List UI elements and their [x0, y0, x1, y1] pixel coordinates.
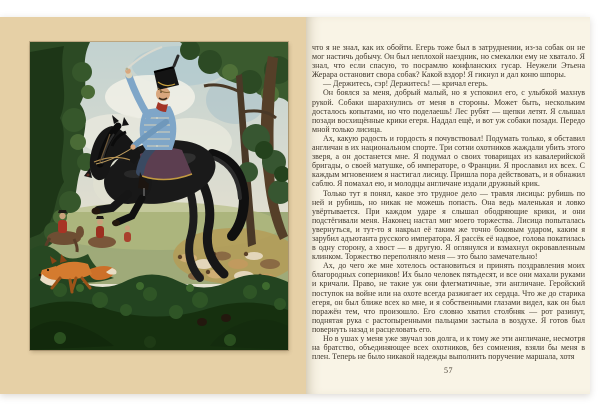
page-number: 57 — [444, 366, 453, 375]
hussar-fox-hunt-illustration — [30, 42, 288, 350]
book-spread — [0, 17, 590, 394]
right-page — [306, 17, 590, 394]
body-paragraph: Ах, до чего же мне хотелось остановиться и принять поздравления моих благородных соперников! Их было человек пятьдесят, и все они махали руками и кричали. Право, не такие уж они флегматичные, эти англичане. Геройский поступок на войне или на охоте всегда разжигает их сердца. Что же до старика егеря, он был ближе всех ко мне, и я собственными глазами видел, как он был поражён тем, что произошло. Его словно хватил столбняк — рот разинут, поднятая рука с растопыренными пальцами застыла в воздухе. Я готов был повернуть назад и расцеловать его. — [312, 261, 585, 334]
body-paragraph: Но в ушах у меня уже звучал зов долга, и к тому же эти англичане, несмотря на братство, объединяющее всех охотников, без сомнения, взяли бы меня в плен. Теперь не было никакой надежды выполнить поручение маршала, хотя — [312, 334, 585, 362]
left-page — [0, 17, 306, 394]
body-paragraph: Он боялся за меня, добрый малый, но я успокоил его, с улыбкой махнув рукой. Собаки шарахнулись от меня в стороны. Может быть, нескольким досталось копытами, но что поделаешь! Лес рубят — щепки летят. Я слышал позади восхищённые крики егеря. Наддал ещё, и вот уж собаки позади. Передо мной только лисица. — [312, 88, 585, 134]
dialogue-line: — Держитесь, сэр! Держитесь! — кричал егерь. — [323, 79, 488, 89]
body-text — [312, 43, 585, 361]
body-paragraph: Только тут я понял, какое это трудное дело — травля лисицы: рубишь по ней и рубишь, но никак не можешь попасть. Она ведь маленькая и ловко увёртывается. При каждом ударе я слышал ободряющие крики, и они подстёгивали меня. Наконец настал миг моего торжества. Лисица попыталась увернуться, и тут-то я накрыл её таким же точно боковым ударом, каким я зарубил адъютанта русского императора. Я рассёк её надвое, голова покатилась в одну сторону, а хвост — в другую. Я оглянулся и взмахнул окровавленным клинком. Торжество переполняло меня — это было замечательно! — [312, 188, 585, 262]
body-paragraph: Ах, какую радость и гордость я почувствовал! Подумать только, я обставил англичан в их национальном спорте. Три сотни охотников жаждали убить этого зверя, а он достанется мне. Я подумал о своих товарищах из кавалерийской бригады, о своей матушке, об императоре, о Франции. Я прославил их всех. С каждым мгновением я настигал лисицу. Пришла пора действовать, и я обнажил саблю. Я помахал ею, и молодцы англичане издали дружный крик. — [312, 133, 585, 189]
body-paragraph: что я не знал, как их обойти. Егерь тоже был в затруднении, из-за собак он не мог настичь добычу. Он был неплохой наездник, но смекалки ему не хватало. Я знал, что если спасую, то посрамлю конфланских гусар. Неужели Этьена Жерара остановит свора собак? Какой вздор! Я гикнул и дал коню шпоры. — [312, 43, 585, 80]
